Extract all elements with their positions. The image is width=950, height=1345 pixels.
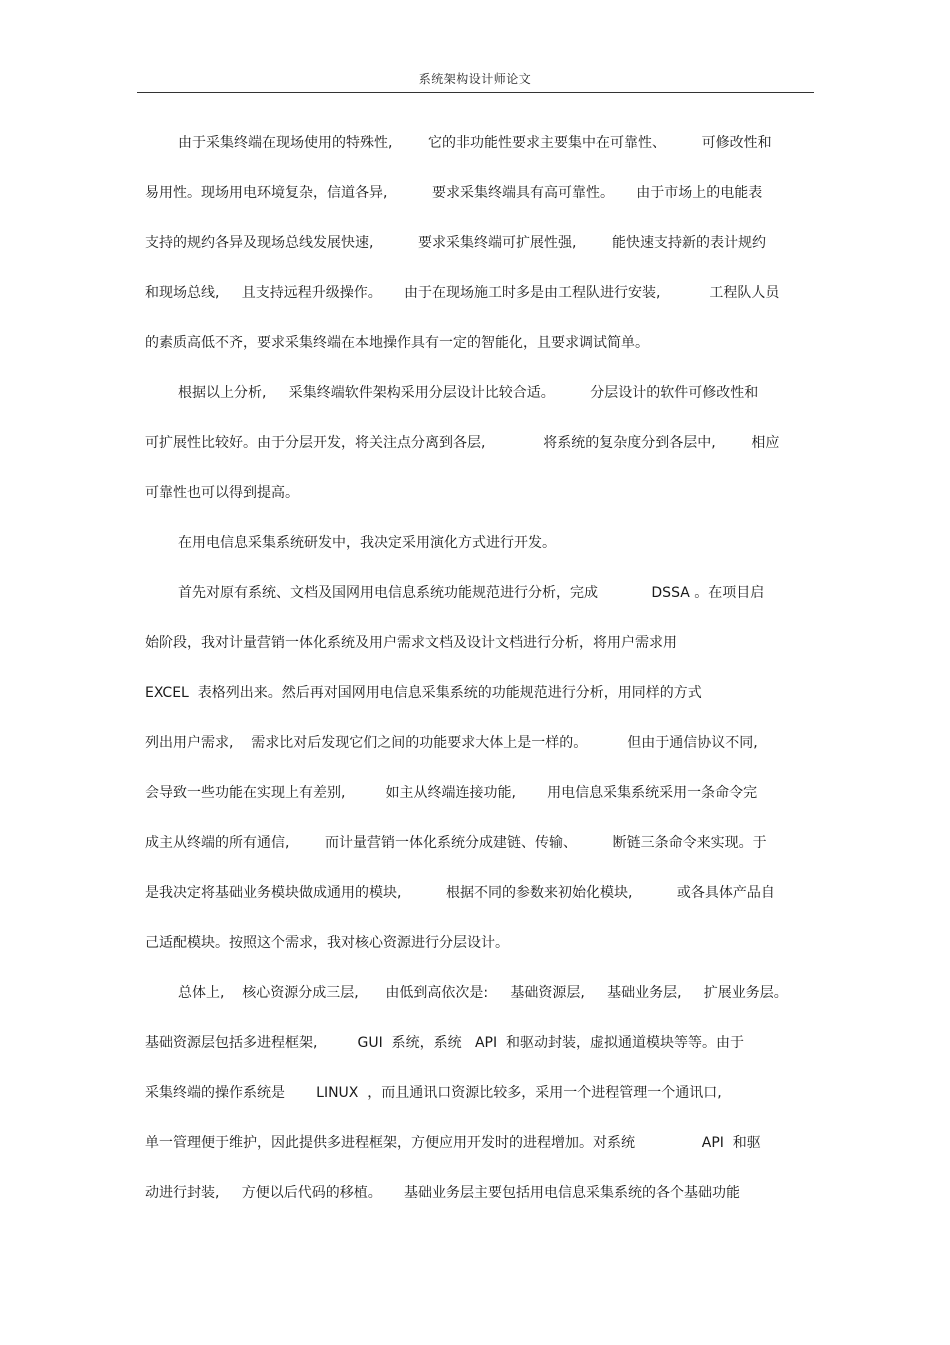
text-line: EXCEL 表格列出来。然后再对国网用电信息采集系统的功能规范进行分析，用同样的方式 xyxy=(145,685,702,701)
text-line: 和现场总线, 且支持远程升级操作。 由于在现场施工时多是由工程队进行安装, 工程队人员 xyxy=(145,285,780,301)
text-line: 单一管理便于维护，因此提供多进程框架，方便应用开发时的进程增加。对系统 API 和驱 xyxy=(145,1135,761,1151)
header-divider xyxy=(137,92,814,93)
text-line: 会导致一些功能在实现上有差别, 如主从终端连接功能, 用电信息采集系统采用一条命令完 xyxy=(145,785,758,801)
text-line: 成主从终端的所有通信, 而计量营销一体化系统分成建链、传输、 断链三条命令来实现。于 xyxy=(145,835,767,851)
text-line: 可扩展性比较好。由于分层开发，将关注点分离到各层, 将系统的复杂度分到各层中, 相应 xyxy=(145,435,780,451)
text-line: 始阶段，我对计量营销一体化系统及用户需求文档及设计文档进行分析，将用户需求用 xyxy=(145,635,677,651)
text-line: 根据以上分析, 采集终端软件架构采用分层设计比较合适。 分层设计的软件可修改性和 xyxy=(178,385,759,401)
text-line: 动进行封装, 方便以后代码的移植。 基础业务层主要包括用电信息采集系统的各个基础功能 xyxy=(145,1185,740,1201)
document-body xyxy=(145,118,807,1218)
text-line: 的素质高低不齐，要求采集终端在本地操作具有一定的智能化，且要求调试简单。 xyxy=(145,335,649,351)
text-line: 支持的规约各异及现场总线发展快速, 要求采集终端可扩展性强, 能快速支持新的表计规约 xyxy=(145,235,767,251)
page-header-title: 系统架构设计师论文 xyxy=(418,72,532,86)
text-line: 首先对原有系统、文档及国网用电信息系统功能规范进行分析，完成 DSSA 。在项目启 xyxy=(178,585,765,601)
text-line: 基础资源层包括多进程框架, GUI 系统，系统 API 和驱动封装，虚拟通道模块等等。由于 xyxy=(145,1035,745,1051)
text-line: 是我决定将基础业务模块做成通用的模块, 根据不同的参数来初始化模块, 或各具体产品自 xyxy=(145,885,775,901)
text-line: 列出用户需求, 需求比对后发现它们之间的功能要求大体上是一样的。 但由于通信协议不同, xyxy=(145,735,758,751)
text-line: 在用电信息采集系统研发中，我决定采用演化方式进行开发。 xyxy=(178,535,556,551)
text-line: 可靠性也可以得到提高。 xyxy=(145,485,299,501)
text-line: 由于采集终端在现场使用的特殊性, 它的非功能性要求主要集中在可靠性、 可修改性和 xyxy=(178,135,772,151)
text-line: 采集终端的操作系统是 LINUX ，而且通讯口资源比较多，采用一个进程管理一个通讯口, xyxy=(145,1085,722,1101)
text-line: 总体上, 核心资源分成三层, 由低到高依次是: 基础资源层, 基础业务层, 扩展业务层。 xyxy=(178,985,788,1001)
text-line: 己适配模块。按照这个需求，我对核心资源进行分层设计。 xyxy=(145,935,509,951)
text-line: 易用性。现场用电环境复杂，信道各异, 要求采集终端具有高可靠性。 由于市场上的电能表 xyxy=(145,185,763,201)
